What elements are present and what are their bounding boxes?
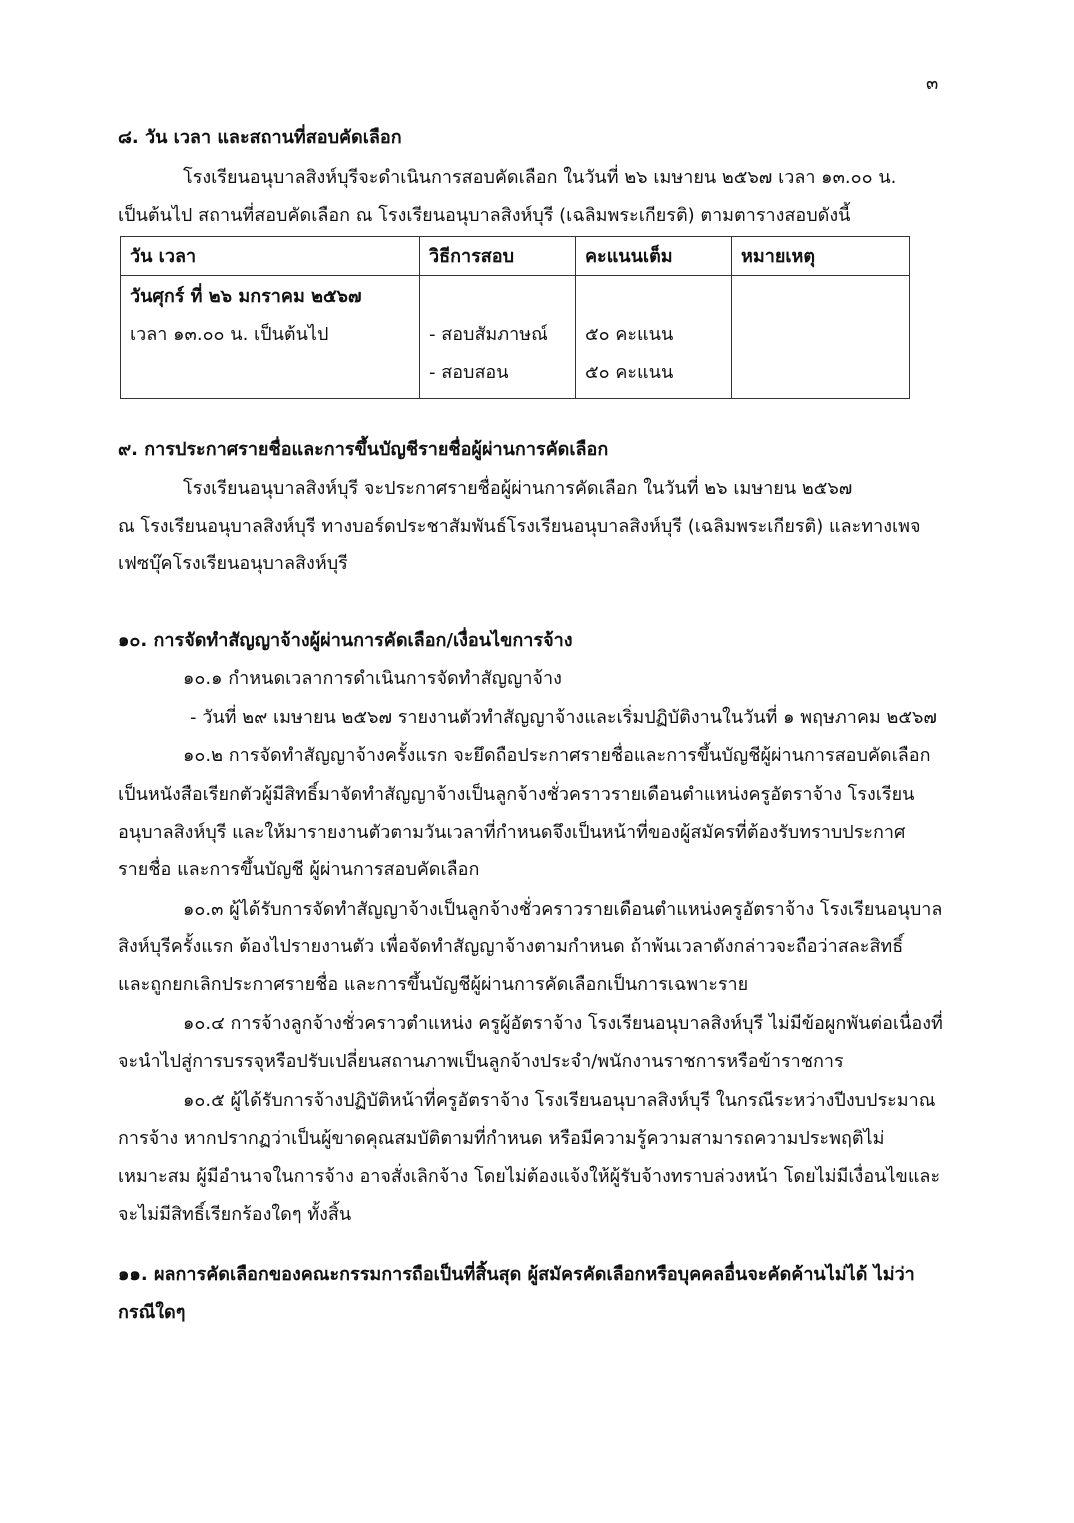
section-10-line: ๑๐.๒ การจัดทำสัญญาจ้างครั้งแรก จะยึดถือประกาศรายชื่อและการขึ้นบัญชีผู้ผ่านการสอบคัดเลือก <box>183 745 931 766</box>
section-10-line: ๑๐.๕ ผู้ได้รับการจ้างปฏิบัติหน้าที่ครูอัตราจ้าง โรงเรียนอนุบาลสิงห์บุรี ในกรณีระหว่างปีงบประมาณ <box>183 1090 936 1111</box>
section-10-line: รายชื่อ และการขึ้นบัญชี ผู้ผ่านการสอบคัดเลือก <box>118 859 480 880</box>
section-10-line: อนุบาลสิงห์บุรี และให้มารายงานตัวตามวันเวลาที่กำหนดจึงเป็นหน้าที่ของผู้สมัครที่ต้องรับทราบประกาศ <box>118 822 906 843</box>
section-8-paragraph-line: โรงเรียนอนุบาลสิงห์บุรีจะดำเนินการสอบคัดเลือก ในวันที่ ๒๖ เมษายน ๒๕๖๗ เวลา ๑๓.๐๐ น. <box>183 167 897 188</box>
section-10-line: เป็นหนังสือเรียกตัวผู้มีสิทธิ์มาจัดทำสัญญาจ้างเป็นลูกจ้างชั่วคราวรายเดือนตำแหน่งครูอัตราจ้าง โรงเรียน <box>118 784 915 805</box>
exam-score: ๕๐ คะแนน <box>585 362 674 383</box>
section-9-paragraph-line: เฟซบุ๊คโรงเรียนอนุบาลสิงห์บุรี <box>118 553 348 574</box>
section-9-heading: ๙. การประกาศรายชื่อและการขึ้นบัญชีรายชื่อผู้ผ่านการคัดเลือก <box>118 439 609 460</box>
empty-line <box>429 280 566 318</box>
section-10-line: - วันที่ ๒๙ เมษายน ๒๕๖๗ รายงานตัวทำสัญญาจ้างและเริ่มปฏิบัติงานในวันที่ ๑ พฤษภาคม ๒๕๖๗ <box>190 707 937 728</box>
section-10-line: การจ้าง หากปรากฏว่าเป็นผู้ขาดคุณสมบัติตามที่กำหนด หรือมีความรู้ความสามารถความประพฤติไม่ <box>118 1128 885 1149</box>
section-8-heading: ๘. วัน เวลา และสถานที่สอบคัดเลือก <box>118 127 402 148</box>
section-10-line: และถูกยกเลิกประกาศรายชื่อ และการขึ้นบัญชีผู้ผ่านการคัดเลือกเป็นการเฉพาะราย <box>118 974 749 995</box>
section-11-heading-continued: กรณีใดๆ <box>118 1302 186 1323</box>
section-10-line: ๑๐.๑ กำหนดเวลาการดำเนินการจัดทำสัญญาจ้าง <box>183 668 562 689</box>
exam-date: วันศุกร์ ที่ ๒๖ มกราคม ๒๕๖๗ <box>130 286 362 307</box>
table-cell-remark <box>732 276 910 399</box>
table-header-remark: หมายเหตุ <box>732 237 910 276</box>
table-cell-date-time <box>121 276 420 399</box>
section-10-line: จะไม่มีสิทธิ์เรียกร้องใดๆ ทั้งสิ้น <box>118 1204 352 1225</box>
section-10-line: เหมาะสม ผู้มีอำนาจในการจ้าง อาจสั่งเลิกจ้าง โดยไม่ต้องแจ้งให้ผู้รับจ้างทราบล่วงหน้า โดยไม่มีเงื่อนไขและ <box>118 1166 941 1187</box>
table-cell-score <box>576 276 732 399</box>
empty-line <box>585 280 722 318</box>
page-number: ๓ <box>926 73 939 94</box>
table-row <box>121 276 910 399</box>
table-header-date-time: วัน เวลา <box>121 237 420 276</box>
section-10-line: ๑๐.๓ ผู้ได้รับการจัดทำสัญญาจ้างเป็นลูกจ้างชั่วคราวรายเดือนตำแหน่งครูอัตราจ้าง โรงเรียนอนุบาล <box>183 899 943 920</box>
section-10-line: ๑๐.๔ การจ้างลูกจ้างชั่วคราวตำแหน่ง ครูผู้อัตราจ้าง โรงเรียนอนุบาลสิงห์บุรี ไม่มีข้อผูกพันต่อเนื่องที่ <box>183 1013 943 1034</box>
exam-score: ๕๐ คะแนน <box>585 324 674 345</box>
table-header-full-score: คะแนนเต็ม <box>576 237 732 276</box>
section-11-heading: ๑๑. ผลการคัดเลือกของคณะกรรมการถือเป็นที่สิ้นสุด ผู้สมัครคัดเลือกหรือบุคคลอื่นจะคัดค้านไม่ได้ ไม่ว่า <box>118 1264 915 1285</box>
section-8-paragraph-line: เป็นต้นไป สถานที่สอบคัดเลือก ณ โรงเรียนอนุบาลสิงห์บุรี (เฉลิมพระเกียรติ) ตามตารางสอบดังนี้ <box>118 205 851 226</box>
section-10-line: สิงห์บุรีครั้งแรก ต้องไปรายงานตัว เพื่อจัดทำสัญญาจ้างตามกำหนด ถ้าพ้นเวลาดังกล่าวจะถือว่าสละสิทธิ์ <box>118 936 904 957</box>
table-header-row <box>121 237 910 276</box>
exam-method: - สอบสอน <box>429 362 509 383</box>
table-cell-method <box>420 276 576 399</box>
exam-time: เวลา ๑๓.๐๐ น. เป็นต้นไป <box>130 324 329 345</box>
section-10-heading: ๑๐. การจัดทำสัญญาจ้างผู้ผ่านการคัดเลือก/เงื่อนไขการจ้าง <box>118 630 573 651</box>
table-header-method: วิธีการสอบ <box>420 237 576 276</box>
section-10-line: จะนำไปสู่การบรรจุหรือปรับเปลี่ยนสถานภาพเป็นลูกจ้างประจำ/พนักงานราชการหรือข้าราชการ <box>118 1051 844 1072</box>
exam-schedule-table <box>120 236 910 399</box>
exam-method: - สอบสัมภาษณ์ <box>429 324 548 345</box>
section-9-paragraph-line: โรงเรียนอนุบาลสิงห์บุรี จะประกาศรายชื่อผู้ผ่านการคัดเลือก ในวันที่ ๒๖ เมษายน ๒๕๖๗ <box>183 478 853 499</box>
section-9-paragraph-line: ณ โรงเรียนอนุบาลสิงห์บุรี ทางบอร์ดประชาสัมพันธ์โรงเรียนอนุบาลสิงห์บุรี (เฉลิมพระเกียรติ) และทางเพจ <box>118 516 921 537</box>
empty-line <box>130 356 410 394</box>
